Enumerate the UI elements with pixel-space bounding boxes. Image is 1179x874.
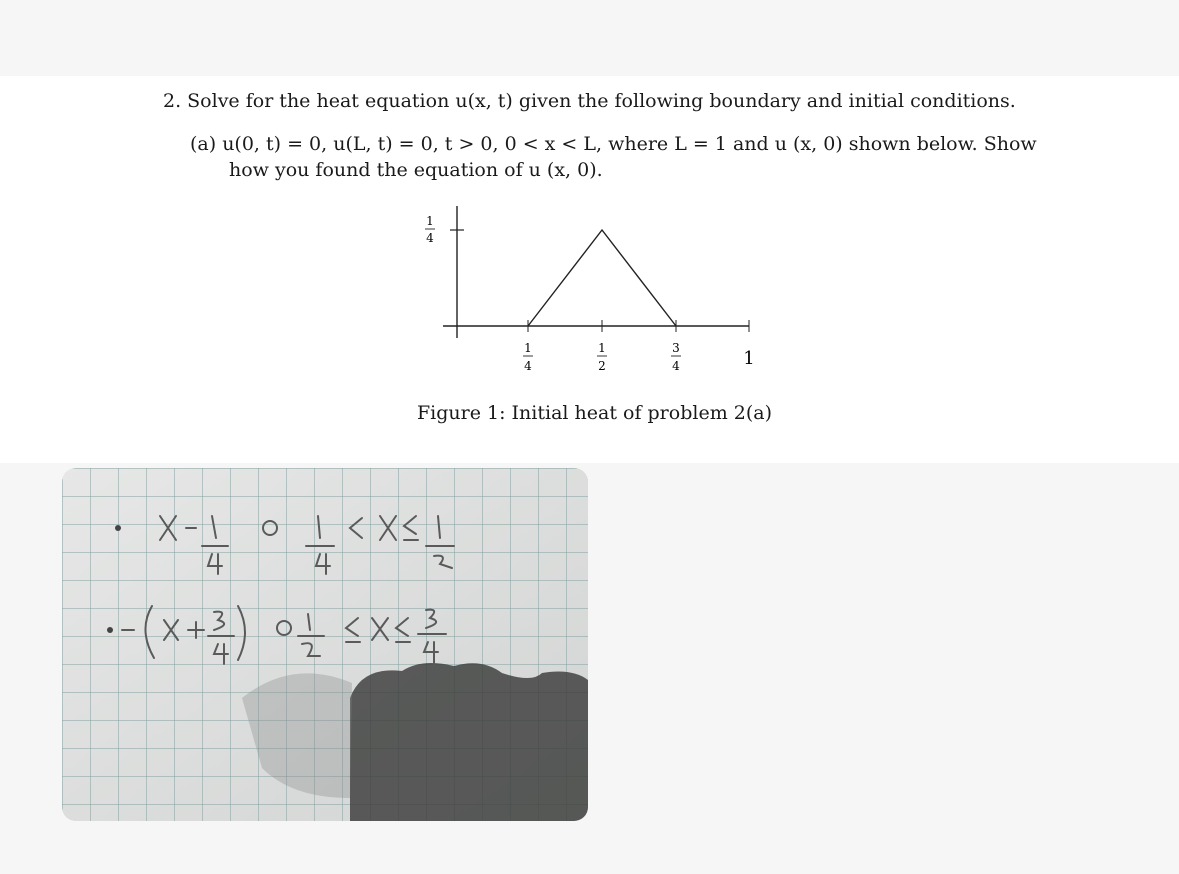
- x-tick-label-num: 1: [598, 341, 606, 355]
- part-a-conditions: (a) u(0, t) = 0, u(L, t) = 0, t > 0, 0 < x < L, where L = 1 and u (x, 0) shown below. Show: [190, 133, 1037, 155]
- problem-statement: 2. Solve for the heat equation u(x, t) given the following boundary and initial conditions.: [163, 90, 1016, 112]
- y-tick-label-den: 4: [426, 231, 434, 245]
- figure-caption: Figure 1: Initial heat of problem 2(a): [417, 402, 772, 424]
- x-tick-label-whole: 1: [743, 348, 755, 369]
- x-tick-label-den: 4: [672, 359, 680, 373]
- x-tick-label-num: 3: [672, 341, 680, 355]
- x-tick-label-den: 2: [598, 359, 606, 373]
- initial-heat-figure: [410, 200, 770, 390]
- hand-shadow: [350, 663, 588, 821]
- graph-paper: [62, 468, 588, 821]
- part-a-instruction: how you found the equation of u (x, 0).: [229, 159, 603, 181]
- handwritten-notes-photo: [62, 468, 588, 821]
- heat-profile-line: [528, 230, 676, 326]
- y-tick-label-num: 1: [426, 214, 434, 228]
- x-tick-label-num: 1: [524, 341, 532, 355]
- x-tick-label-den: 4: [524, 359, 532, 373]
